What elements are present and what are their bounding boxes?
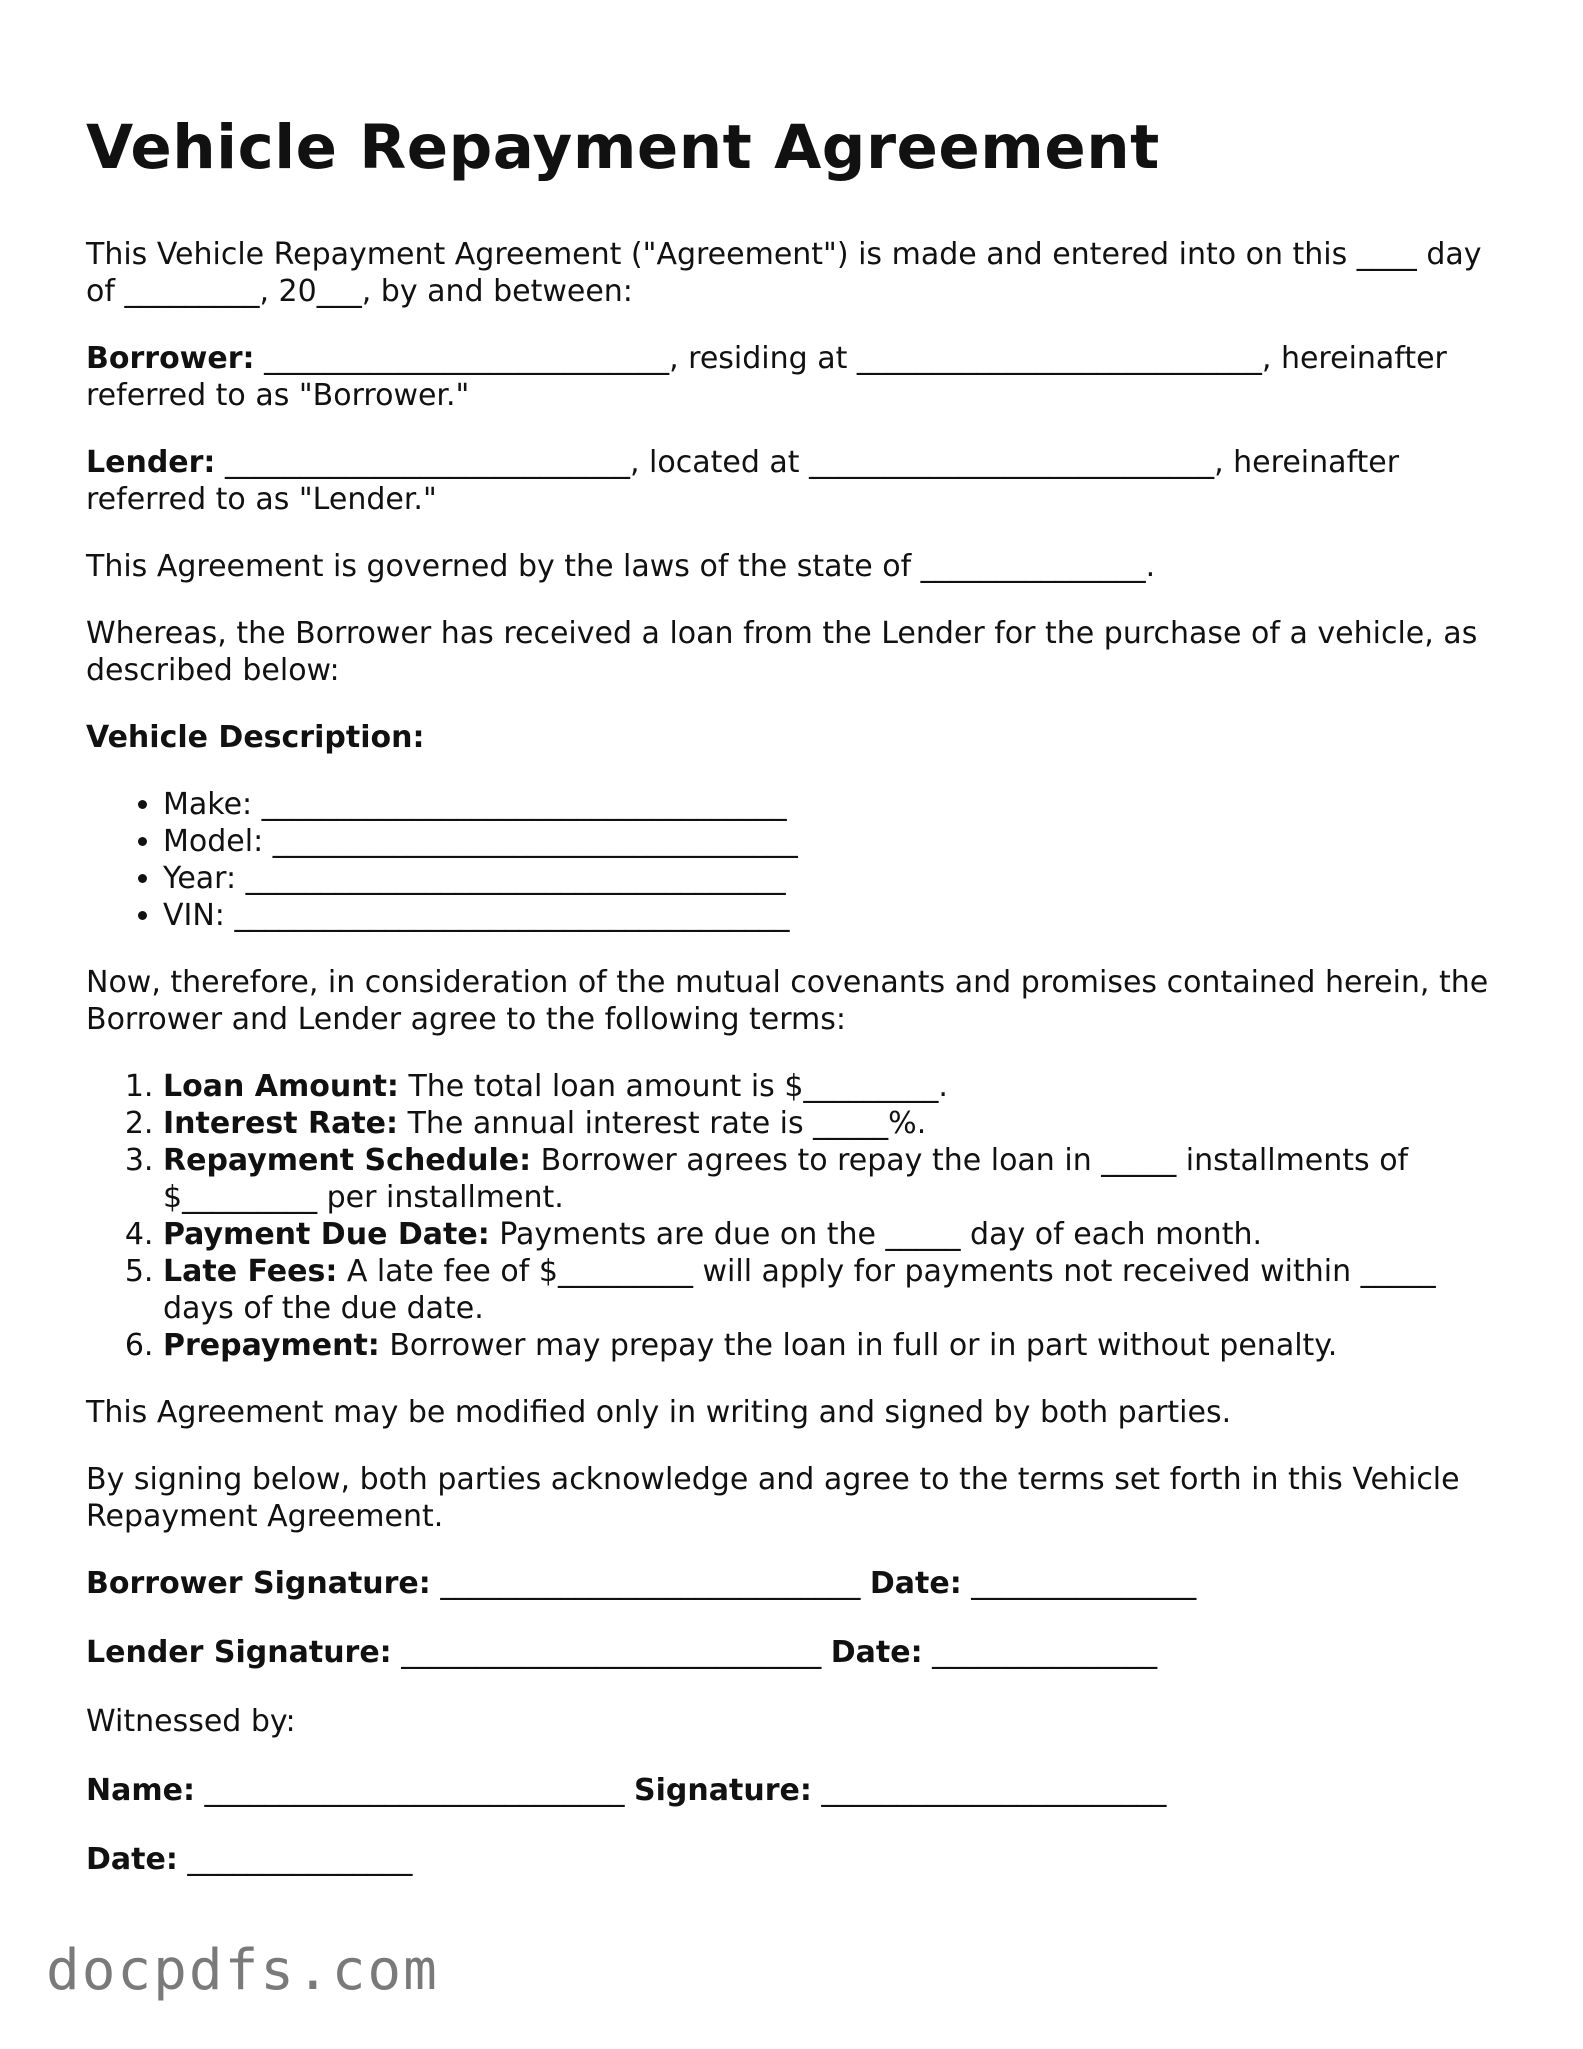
witness-name-signature-line — [86, 1772, 1506, 1809]
witness-name-label: Name: — [86, 1773, 195, 1808]
whereas-paragraph: Whereas, the Borrower has received a loan from the Lender for the purchase of a vehicle, as described below: — [86, 616, 1478, 688]
lender-date-label: Date: — [830, 1635, 923, 1670]
terms-list — [86, 1068, 1506, 1364]
term-text: The annual interest rate is _____%. — [398, 1106, 927, 1141]
term-late-fees — [163, 1253, 1506, 1327]
borrower-signature-blank: ____________________________ — [430, 1566, 870, 1601]
witness-date-line — [86, 1841, 1506, 1878]
term-label: Late Fees: — [163, 1254, 338, 1289]
witness-signature-blank: _______________________ — [811, 1773, 1167, 1808]
term-label: Repayment Schedule: — [163, 1143, 532, 1178]
borrower-label: Borrower: — [86, 341, 255, 376]
lender-signature-line — [86, 1634, 1506, 1671]
term-text: Payments are due on the _____ day of each month. — [489, 1217, 1263, 1252]
acknowledge-paragraph: By signing below, both parties acknowledge and agree to the terms set forth in this Vehicle Repayment Agreement. — [86, 1462, 1460, 1534]
vehicle-model: • Model: ___________________________________ — [163, 823, 1506, 860]
modification-paragraph: This Agreement may be modified only in writing and signed by both parties. — [86, 1395, 1232, 1430]
lender-label: Lender: — [86, 445, 216, 480]
vehicle-make: • Make: ___________________________________ — [163, 786, 1506, 823]
witnessed-by: Witnessed by: — [86, 1704, 296, 1739]
lender-signature-label: Lender Signature: — [86, 1635, 392, 1670]
document-page — [86, 108, 1506, 1910]
witness-date-label: Date: — [86, 1842, 178, 1877]
term-text: A late fee of $_________ will apply for payments not received within _____ days of the due date. — [163, 1254, 1436, 1326]
term-label: Prepayment: — [163, 1328, 380, 1363]
term-repayment-schedule — [163, 1142, 1506, 1216]
document-title: Vehicle Repayment Agreement — [86, 112, 1160, 183]
governing-law-paragraph: This Agreement is governed by the laws of the state of _______________. — [86, 549, 1156, 584]
lender-paragraph — [86, 444, 1506, 518]
lender-text: ___________________________, located at ___________________________, hereinafter referred to as "Lender." — [86, 445, 1400, 517]
term-label: Interest Rate: — [163, 1106, 399, 1141]
borrower-date-label: Date: — [869, 1566, 962, 1601]
vehicle-year: • Year: ____________________________________ — [163, 860, 1506, 897]
term-prepayment — [163, 1327, 1506, 1364]
witness-name-blank: ____________________________ — [194, 1773, 635, 1808]
term-interest-rate — [163, 1105, 1506, 1142]
lender-date-blank: _______________ — [922, 1635, 1158, 1670]
borrower-date-blank: _______________ — [961, 1566, 1197, 1601]
lender-signature-blank: ____________________________ — [391, 1635, 831, 1670]
term-loan-amount — [163, 1068, 1506, 1105]
witness-signature-label: Signature: — [634, 1773, 812, 1808]
term-payment-due-date — [163, 1216, 1506, 1253]
term-label: Payment Due Date: — [163, 1217, 490, 1252]
vehicle-vin: • VIN: _____________________________________ — [163, 897, 1506, 934]
borrower-paragraph — [86, 340, 1506, 414]
term-label: Loan Amount: — [163, 1069, 399, 1104]
term-text: Borrower may prepay the loan in full or in part without penalty. — [379, 1328, 1338, 1363]
term-text: Borrower agrees to repay the loan in _____ installments of $_________ per installment. — [163, 1143, 1409, 1215]
now-therefore-paragraph: Now, therefore, in consideration of the mutual covenants and promises contained herein, the Borrower and Lender agree to the following terms: — [86, 965, 1489, 1037]
term-text: The total loan amount is $_________. — [398, 1069, 948, 1104]
vehicle-heading: Vehicle Description: — [86, 720, 425, 755]
borrower-signature-label: Borrower Signature: — [86, 1566, 431, 1601]
vehicle-list — [86, 786, 1506, 934]
borrower-signature-line — [86, 1565, 1506, 1602]
witness-date-blank: _______________ — [177, 1842, 413, 1877]
borrower-text: ___________________________, residing at ___________________________, hereinafter referred to as "Borrower." — [86, 341, 1447, 413]
watermark: docpdfs.com — [46, 1938, 439, 2003]
intro-paragraph: This Vehicle Repayment Agreement ("Agreement") is made and entered into on this ____ day of _________, 20___, by and between: — [86, 237, 1482, 309]
